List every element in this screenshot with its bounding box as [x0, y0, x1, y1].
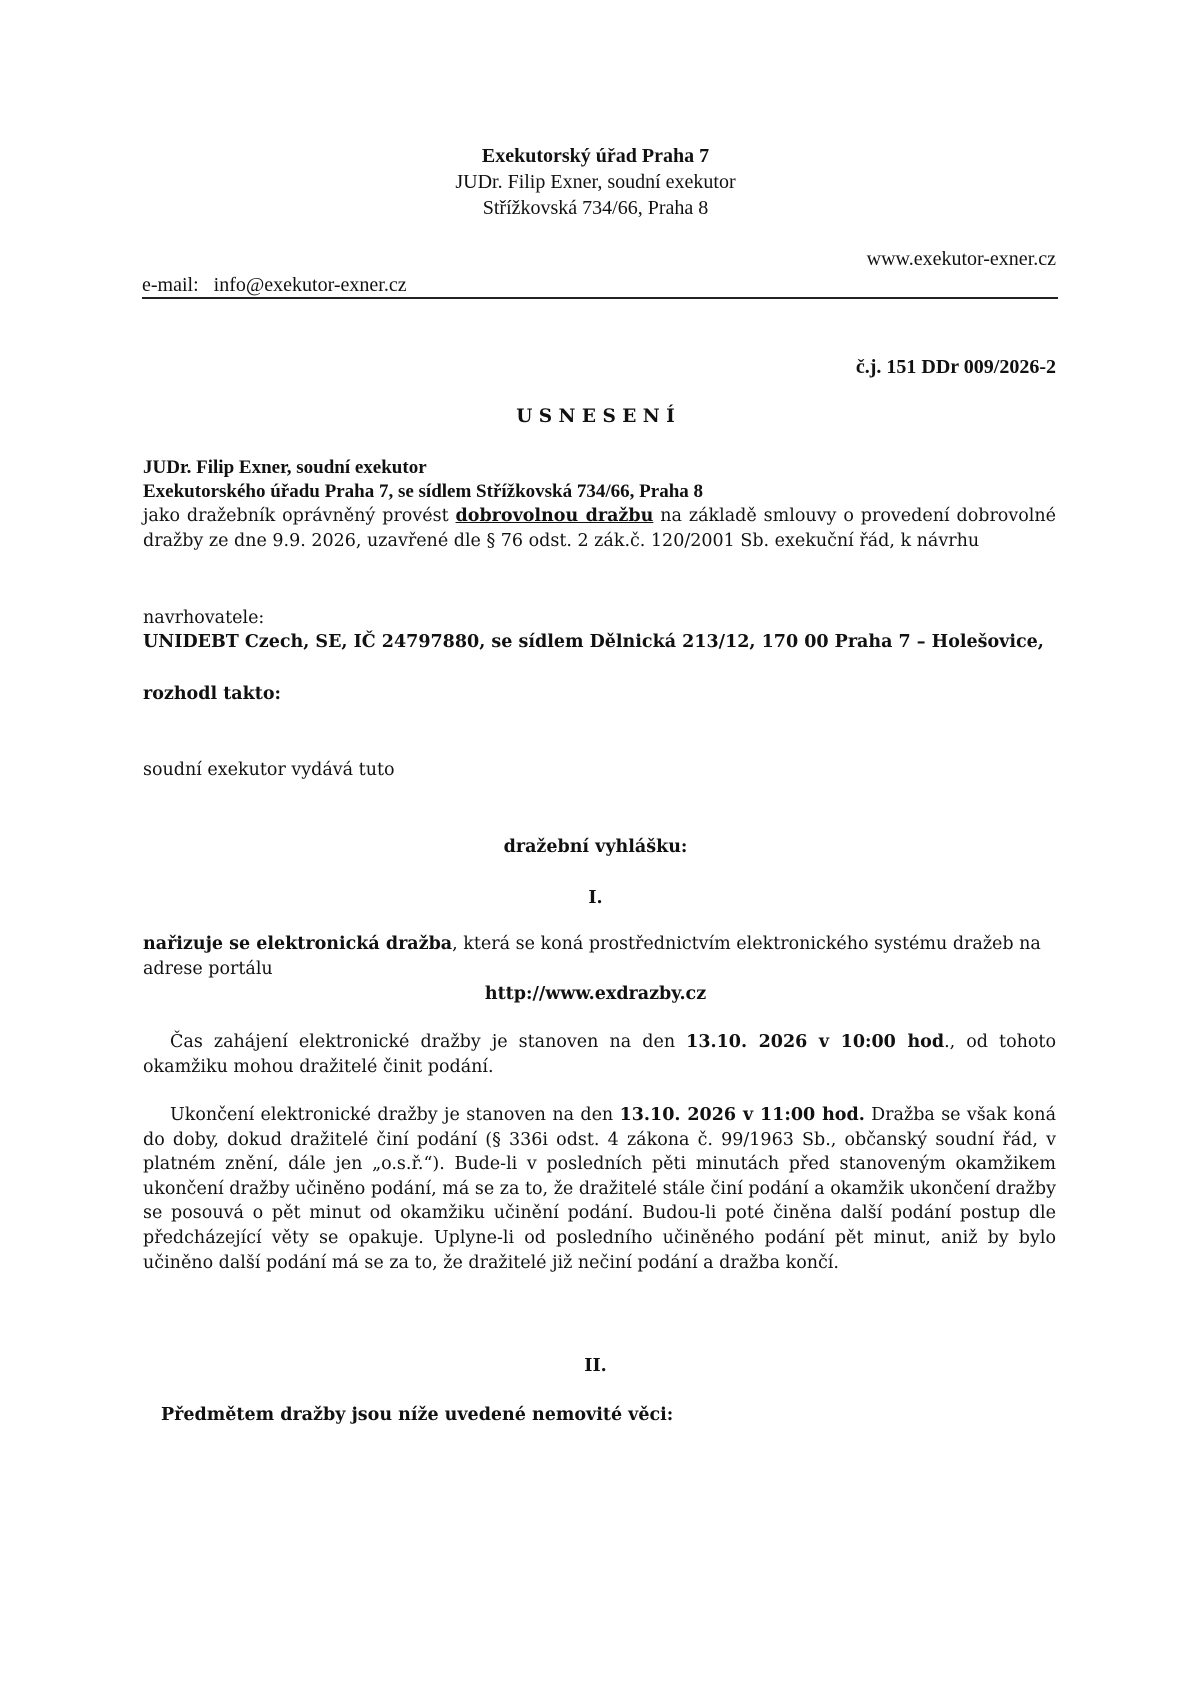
auction-start-paragraph [143, 1030, 1056, 1079]
proposer-name: UNIDEBT Czech, SE, IČ 24797880, se sídlem Dělnická 213/12, 170 00 Praha 7 – Holešovice, [143, 632, 1044, 652]
intro-text-a: jako dražebník oprávněný provést [143, 506, 456, 526]
email-line [142, 272, 407, 298]
proposer-label: navrhovatele: [143, 608, 265, 628]
section-1-text: , která se koná prostřednictvím elektronického systému dražeb na adrese portálu [143, 934, 1041, 979]
notice-title: dražební vyhlášku: [503, 837, 688, 857]
auction-start-time: 13.10. 2026 v 10:00 hod [686, 1032, 945, 1052]
section-1-paragraph [143, 932, 1056, 981]
start-text-c: ., od tohoto okamžiku mohou dražitelé činit podání. [143, 1032, 1057, 1077]
office-address: Střížkovská 734/66, Praha 8 [482, 197, 709, 219]
header-divider [142, 297, 1058, 299]
intro-text-c: na základě smlouvy o provedení dobrovolné dražby ze dne 9.9. 2026, uzavřené dle § 76 odst. 2 zák.č. 120/2001 Sb. exekuční řád, k návrhu [143, 506, 1056, 551]
end-text-c: Dražba se však koná do doby, dokud dražitelé činí podání (§ 336i odst. 4 zákona č. 99/1963 Sb., občanský soudní řád, v platném znění, dále jen „o.s.ř.“). Bude-li v posledních pěti minutách před stanoveným okamžikem ukončení dražby učiněno podání, má se za to, že dražitelé stále činí podání a okamžik ukončení dražby se posouvá o pět minut od okamžiku učinění podání. Budou-li poté činěna další podání postup dle předcházející věty se opakuje. Uplyne-li od posledního učiněného podání pět minut, aniž by bylo učiněno další podání má se za to, že dražitelé již nečiní podání a dražba končí. [143, 1105, 1057, 1273]
intro-executor: JUDr. Filip Exner, soudní exekutor [143, 457, 427, 478]
case-number: č.j. 151 DDr 009/2026-2 [855, 356, 1056, 378]
intro-paragraph [143, 504, 1056, 553]
portal-url[interactable]: http://www.exdrazby.cz [484, 984, 707, 1004]
website-link[interactable]: www.exekutor-exner.cz [866, 248, 1056, 270]
voluntary-auction-term: dobrovolnou dražbu [455, 506, 654, 526]
decision-heading: rozhodl takto: [143, 684, 281, 704]
auction-end-time: 13.10. 2026 v 11:00 hod. [619, 1105, 865, 1125]
office-name: Exekutorský úřad Praha 7 [481, 145, 710, 167]
electronic-auction-term: nařizuje se elektronická dražba [143, 934, 453, 954]
end-text-a: Ukončení elektronické dražby je stanoven na den [170, 1105, 620, 1125]
intro-office: Exekutorského úřadu Praha 7, se sídlem Střížkovská 734/66, Praha 8 [143, 481, 704, 502]
auction-end-paragraph [143, 1103, 1056, 1275]
email-label: e-mail: [142, 274, 199, 296]
auction-subject-heading: Předmětem dražby jsou níže uvedené nemovité věci: [161, 1405, 674, 1425]
section-2-heading: II. [584, 1356, 607, 1376]
email-link[interactable]: info@exekutor-exner.cz [213, 274, 407, 296]
issues-line: soudní exekutor vydává tuto [143, 760, 395, 780]
executor-name: JUDr. Filip Exner, soudní exekutor [455, 171, 736, 193]
section-1-heading: I. [588, 888, 603, 908]
start-text-a: Čas zahájení elektronické dražby je stanoven na den [170, 1032, 687, 1052]
document-title: U S N E S E N Í [516, 406, 675, 427]
